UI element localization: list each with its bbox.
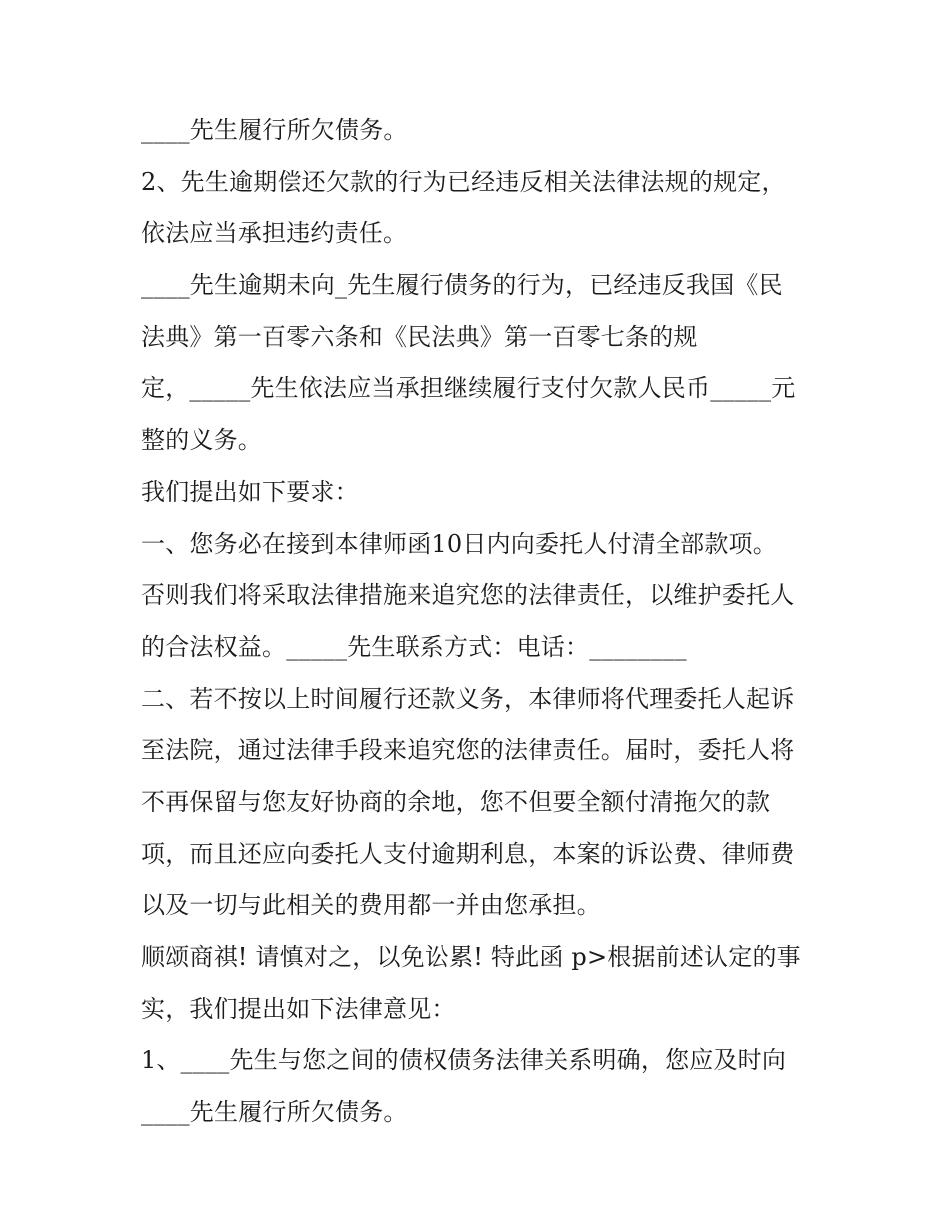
text-line: 我们提出如下要求： bbox=[141, 477, 359, 506]
text-line: 不再保留与您友好协商的余地，您不但要全额付清拖欠的款 bbox=[141, 787, 771, 816]
text-line: ____先生履行所欠债务。 bbox=[141, 1098, 408, 1127]
text-line: 否则我们将采取法律措施来追究您的法律责任，以维护委托人 bbox=[141, 581, 795, 610]
text-line: ____先生逾期未向_先生履行债务的行为，已经违反我国《民 bbox=[141, 271, 783, 300]
text-line: 至法院，通过法律手段来追究您的法律责任。届时，委托人将 bbox=[141, 736, 795, 765]
text-line: 以及一切与此相关的费用都一并由您承担。 bbox=[141, 891, 601, 920]
text-line: 一、您务必在接到本律师函10日内向委托人付清全部款项。 bbox=[141, 529, 777, 558]
text-line: 依法应当承担违约责任。 bbox=[141, 219, 408, 248]
text-line: 实，我们提出如下法律意见： bbox=[141, 994, 456, 1023]
text-line: 定，_____先生依法应当承担继续履行支付欠款人民币_____元 bbox=[141, 374, 796, 403]
text-line: 整的义务。 bbox=[141, 426, 262, 455]
text-line: 项，而且还应向委托人支付逾期利息，本案的诉讼费、律师费 bbox=[141, 839, 795, 868]
text-line: 二、若不按以上时间履行还款义务，本律师将代理委托人起诉 bbox=[141, 684, 795, 713]
text-line: 2、先生逾期偿还欠款的行为已经违反相关法律法规的规定， bbox=[141, 167, 786, 196]
text-line: ____先生履行所欠债务。 bbox=[141, 116, 408, 144]
text-line: 法典》第一百零六条和《民法典》第一百零七条的规 bbox=[141, 322, 698, 351]
text-line: 顺颂商祺! 请慎对之，以免讼累! 特此函 p>根据前述认定的事 bbox=[141, 943, 801, 971]
document-body bbox=[141, 110, 821, 1144]
text-line: 的合法权益。_____先生联系方式：电话：________ bbox=[141, 632, 687, 661]
text-line: 1、____先生与您之间的债权债务法律关系明确，您应及时向 bbox=[141, 1046, 787, 1075]
